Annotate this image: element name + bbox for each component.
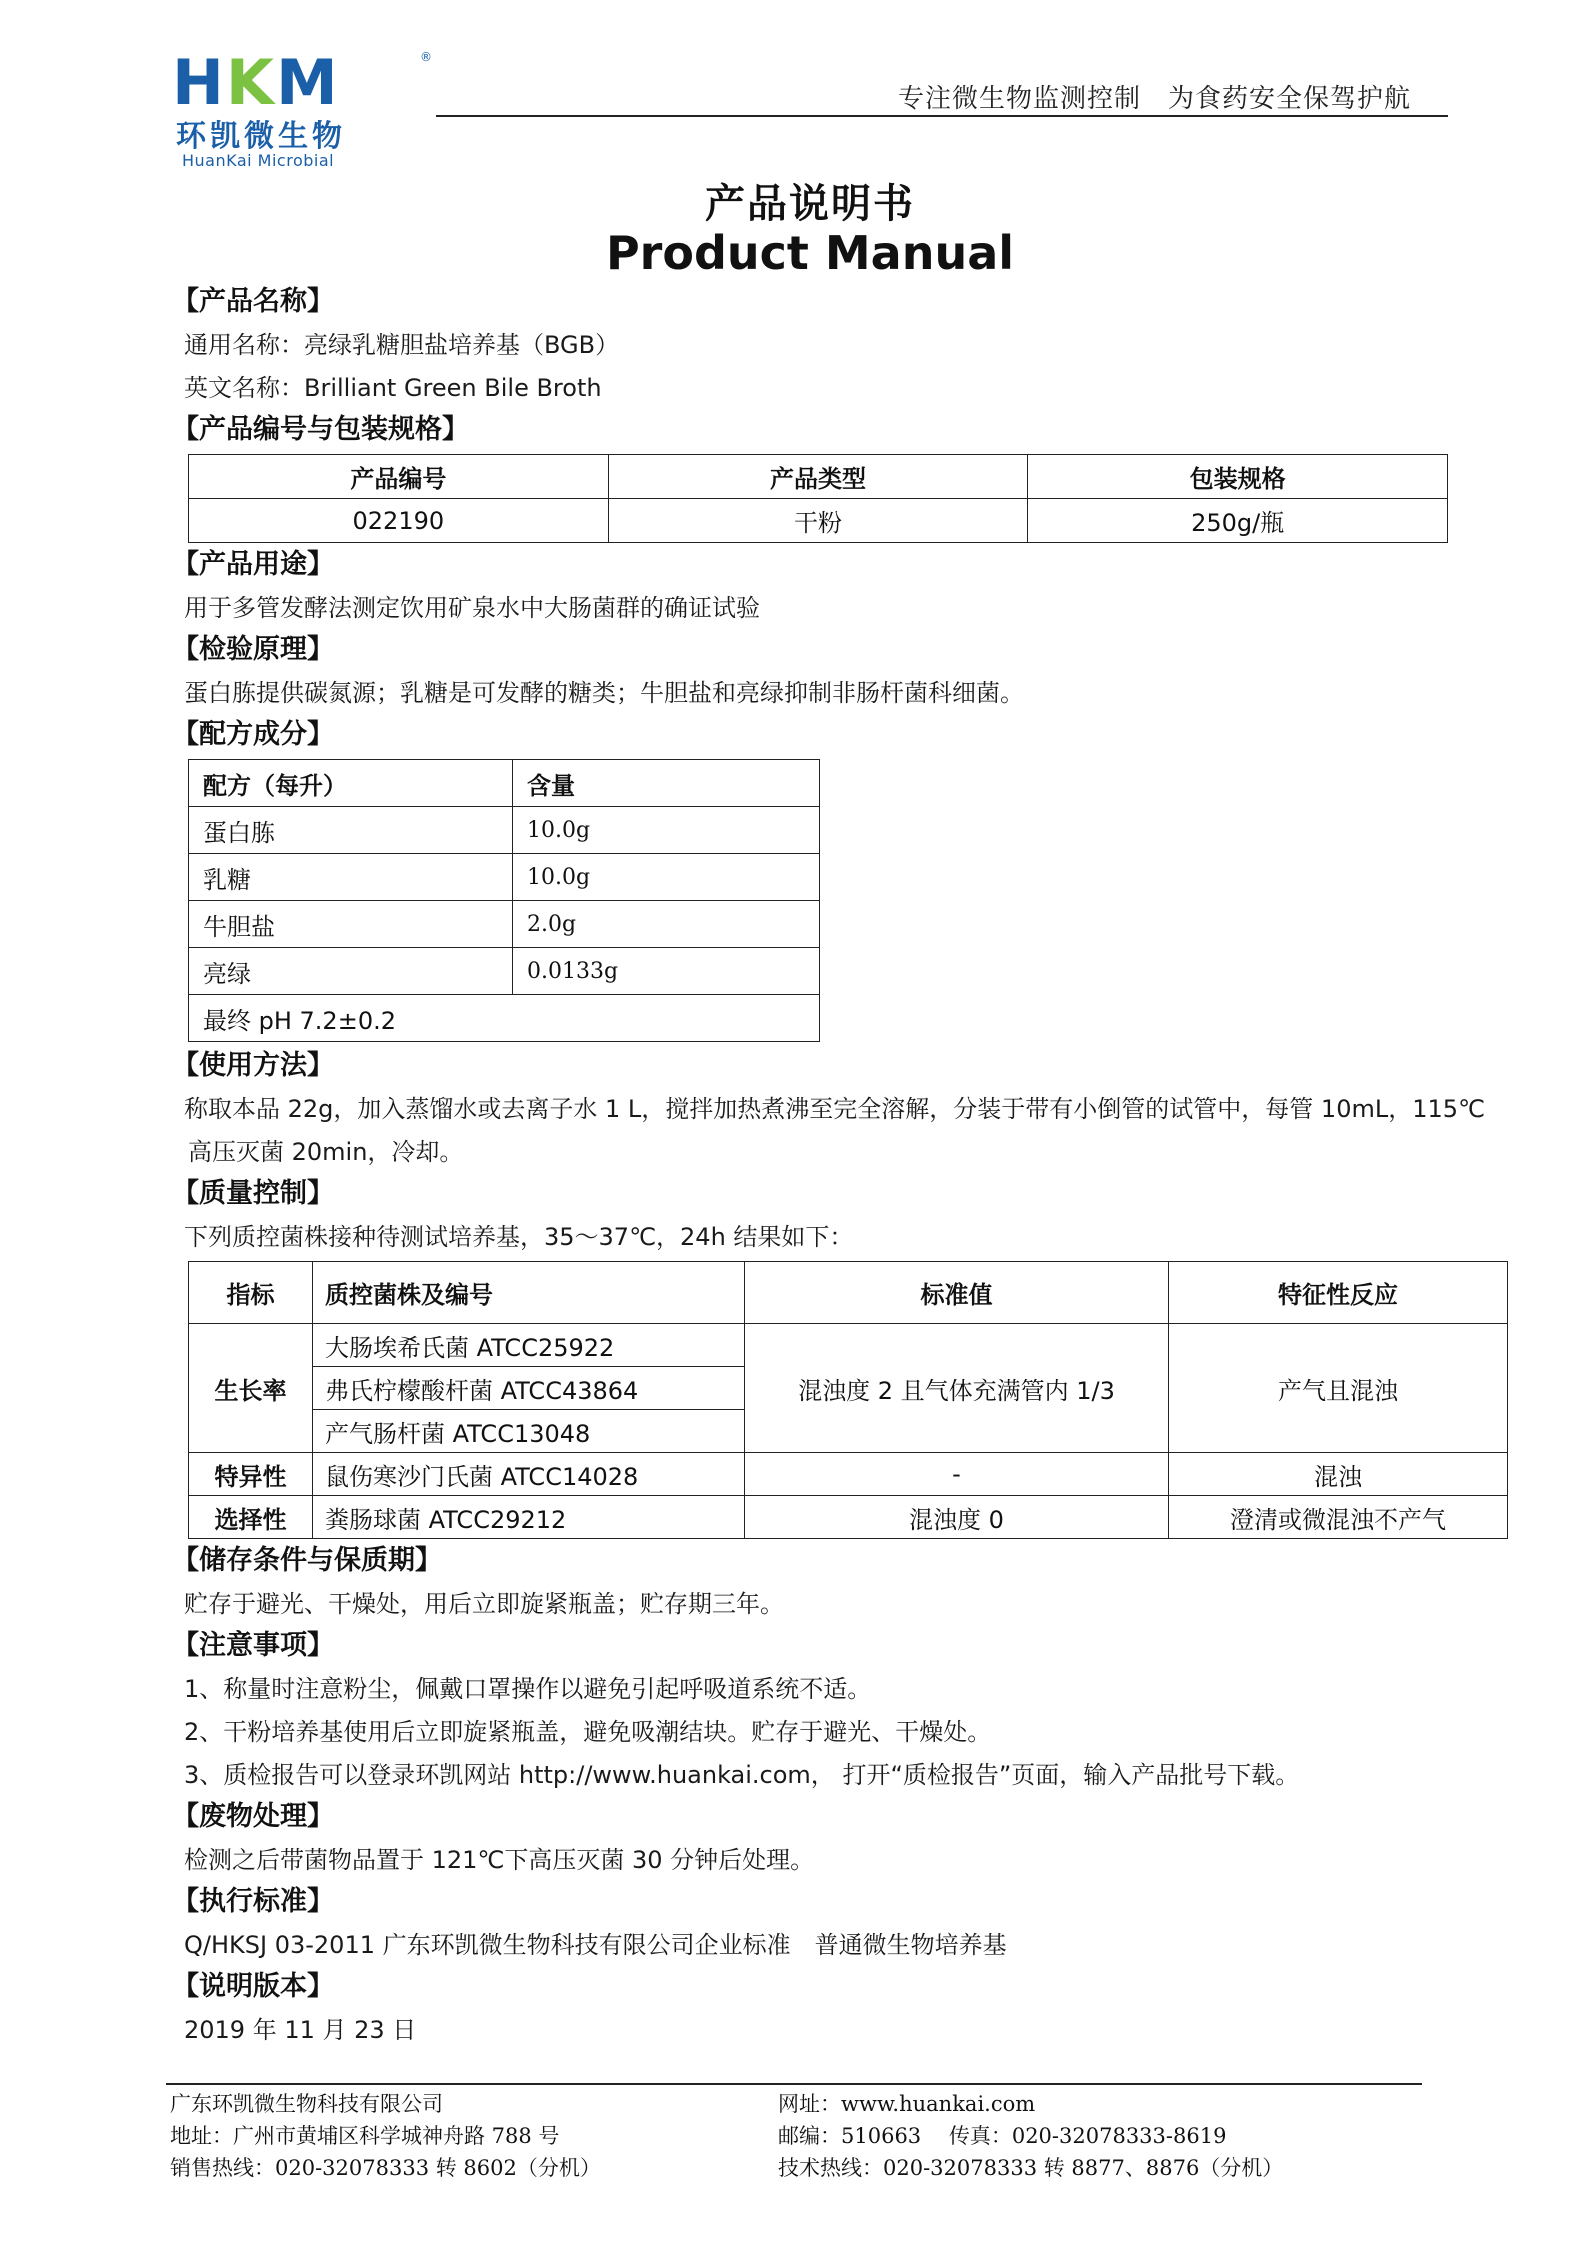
product-code: 022190 bbox=[189, 499, 609, 543]
page-title-cn: 产品说明书 bbox=[705, 181, 915, 227]
section-heading-standard: 【执行标准】 bbox=[172, 1886, 334, 1917]
ingredient-amount: 10.0g bbox=[513, 807, 820, 854]
manual-body bbox=[172, 282, 1518, 2052]
table-row bbox=[189, 1496, 1508, 1539]
note-item: 3、质检报告可以登录环凯网站 http://www.huankai.com， 打开“质检报告”页面，输入产品批号下载。 bbox=[184, 1761, 1300, 1789]
qc-indicator: 特异性 bbox=[189, 1453, 313, 1496]
qc-reaction: 澄清或微混浊不产气 bbox=[1169, 1496, 1508, 1539]
ingredient-name: 亮绿 bbox=[189, 948, 513, 995]
qc-indicator: 生长率 bbox=[189, 1324, 313, 1453]
qc-strain: 鼠伤寒沙门氏菌 ATCC14028 bbox=[313, 1453, 745, 1496]
table-row bbox=[189, 995, 820, 1042]
qc-reaction: 混浊 bbox=[1169, 1453, 1508, 1496]
section-heading-version: 【说明版本】 bbox=[172, 1971, 334, 2002]
table-header-cell: 包装规格 bbox=[1028, 455, 1448, 499]
qc-standard: 混浊度 0 bbox=[745, 1496, 1169, 1539]
ingredient-name: 牛胆盐 bbox=[189, 901, 513, 948]
company-logo bbox=[172, 46, 432, 170]
standard-text: Q/HKSJ 03-2011 广东环凯微生物科技有限公司企业标准 普通微生物培养基 bbox=[184, 1931, 1007, 1959]
table-header-cell: 标准值 bbox=[745, 1262, 1169, 1324]
qc-strain: 产气肠杆菌 ATCC13048 bbox=[313, 1410, 745, 1453]
table-header-row bbox=[189, 455, 1448, 499]
english-name: 英文名称：Brilliant Green Bile Broth bbox=[184, 374, 602, 402]
footer-right bbox=[778, 2088, 1283, 2184]
method-text-line: 高压灭菌 20min，冷却。 bbox=[188, 1138, 464, 1166]
ingredient-amount: 2.0g bbox=[513, 901, 820, 948]
table-header-cell: 产品类型 bbox=[608, 455, 1028, 499]
storage-text: 贮存于避光、干燥处，用后立即旋紧瓶盖；贮存期三年。 bbox=[184, 1590, 784, 1618]
table-row bbox=[189, 1324, 1508, 1367]
ingredient-amount: 10.0g bbox=[513, 854, 820, 901]
note-item: 1、称量时注意粉尘，佩戴口罩操作以避免引起呼吸道系统不适。 bbox=[184, 1675, 872, 1703]
qc-strain: 弗氏柠檬酸杆菌 ATCC43864 bbox=[313, 1367, 745, 1410]
footer-sales-hotline: 销售热线：020-32078333 转 8602（分机） bbox=[170, 2156, 601, 2180]
table-header-row bbox=[189, 1262, 1508, 1324]
ingredient-amount: 0.0133g bbox=[513, 948, 820, 995]
table-row bbox=[189, 901, 820, 948]
table-header-cell: 含量 bbox=[513, 760, 820, 807]
qc-standard: 混浊度 2 且气体充满管内 1/3 bbox=[745, 1324, 1169, 1453]
common-name: 通用名称：亮绿乳糖胆盐培养基（BGB） bbox=[184, 331, 620, 359]
header-divider bbox=[436, 115, 1448, 117]
final-ph: 最终 pH 7.2±0.2 bbox=[189, 995, 820, 1042]
table-row bbox=[189, 807, 820, 854]
page-title-en: Product Manual bbox=[605, 226, 1015, 280]
header-slogan: 专注微生物监测控制 为食药安全保驾护航 bbox=[897, 84, 1411, 114]
use-text: 用于多管发酵法测定饮用矿泉水中大肠菌群的确证试验 bbox=[184, 594, 760, 622]
table-row bbox=[189, 499, 1448, 543]
footer-left bbox=[170, 2088, 601, 2184]
table-header-row bbox=[189, 760, 820, 807]
section-heading-spec: 【产品编号与包装规格】 bbox=[172, 414, 469, 445]
qc-strain: 大肠埃希氏菌 ATCC25922 bbox=[313, 1324, 745, 1367]
section-heading-principle: 【检验原理】 bbox=[172, 634, 334, 665]
registered-mark: ® bbox=[420, 50, 432, 64]
footer-postcode-fax: 邮编：510663 传真：020-32078333-8619 bbox=[778, 2124, 1227, 2148]
table-row bbox=[189, 1453, 1508, 1496]
section-heading-storage: 【储存条件与保质期】 bbox=[172, 1545, 442, 1576]
footer-divider bbox=[166, 2083, 1422, 2085]
section-heading-waste: 【废物处理】 bbox=[172, 1801, 334, 1832]
logo-english-name: HuanKai Microbial bbox=[182, 151, 335, 170]
table-row bbox=[189, 948, 820, 995]
section-heading-use: 【产品用途】 bbox=[172, 549, 334, 580]
logo-chinese-name: 环凯微生物 bbox=[176, 119, 346, 154]
product-type: 干粉 bbox=[608, 499, 1028, 543]
qc-indicator: 选择性 bbox=[189, 1496, 313, 1539]
footer-company: 广东环凯微生物科技有限公司 bbox=[170, 2092, 443, 2116]
footer-tech-hotline: 技术热线：020-32078333 转 8877、8876（分机） bbox=[778, 2156, 1284, 2180]
section-heading-name: 【产品名称】 bbox=[172, 286, 334, 317]
footer-address: 地址：广州市黄埔区科学城神舟路 788 号 bbox=[170, 2124, 560, 2148]
section-heading-qc: 【质量控制】 bbox=[172, 1178, 334, 1209]
principle-text: 蛋白胨提供碳氮源；乳糖是可发酵的糖类；牛胆盐和亮绿抑制非肠杆菌科细菌。 bbox=[184, 679, 1024, 707]
ingredient-name: 乳糖 bbox=[189, 854, 513, 901]
table-row bbox=[189, 854, 820, 901]
version-date: 2019 年 11 月 23 日 bbox=[184, 2016, 417, 2044]
table-header-cell: 特征性反应 bbox=[1169, 1262, 1508, 1324]
qc-reaction: 产气且混浊 bbox=[1169, 1324, 1508, 1453]
ingredient-name: 蛋白胨 bbox=[189, 807, 513, 854]
section-heading-formula: 【配方成分】 bbox=[172, 719, 334, 750]
logo-letters: HKM bbox=[172, 46, 340, 119]
formula-table bbox=[188, 759, 820, 1042]
qc-strain: 粪肠球菌 ATCC29212 bbox=[313, 1496, 745, 1539]
method-text-line: 称取本品 22g，加入蒸馏水或去离子水 1 L，搅拌加热煮沸至完全溶解，分装于带有小倒管的试管中，每管 10mL，115℃ bbox=[184, 1095, 1485, 1123]
spec-table bbox=[188, 454, 1448, 543]
qc-table bbox=[188, 1261, 1508, 1539]
table-header-cell: 配方（每升） bbox=[189, 760, 513, 807]
qc-standard: - bbox=[745, 1453, 1169, 1496]
section-heading-method: 【使用方法】 bbox=[172, 1050, 334, 1081]
section-heading-notes: 【注意事项】 bbox=[172, 1630, 334, 1661]
package-size: 250g/瓶 bbox=[1028, 499, 1448, 543]
table-header-cell: 产品编号 bbox=[189, 455, 609, 499]
table-header-cell: 指标 bbox=[189, 1262, 313, 1324]
qc-intro: 下列质控菌株接种待测试培养基，35～37℃，24h 结果如下： bbox=[184, 1223, 854, 1251]
waste-text: 检测之后带菌物品置于 121℃下高压灭菌 30 分钟后处理。 bbox=[184, 1846, 815, 1874]
footer-website: 网址：www.huankai.com bbox=[778, 2092, 1036, 2116]
note-item: 2、干粉培养基使用后立即旋紧瓶盖，避免吸潮结块。贮存于避光、干燥处。 bbox=[184, 1718, 992, 1746]
table-header-cell: 质控菌株及编号 bbox=[313, 1262, 745, 1324]
